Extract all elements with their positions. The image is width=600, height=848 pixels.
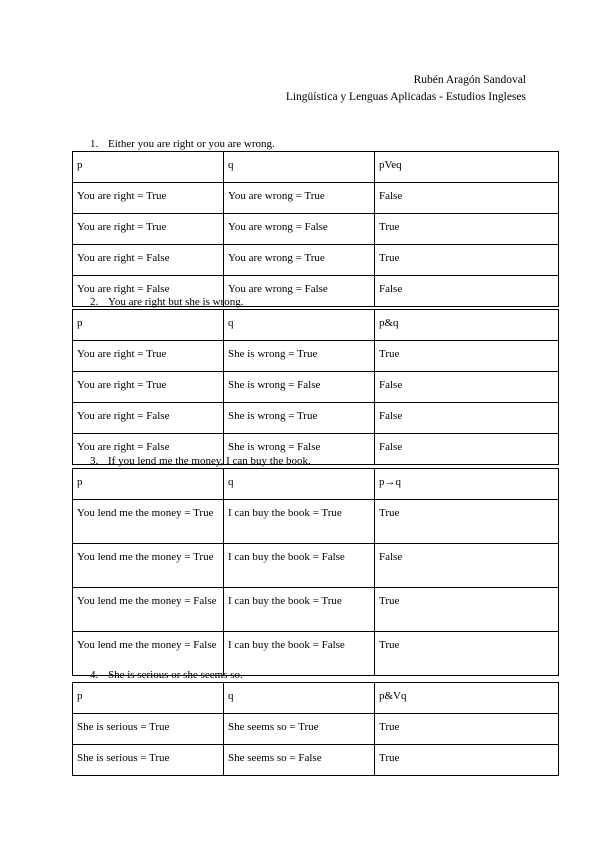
table-row [73,714,559,745]
table-cell: You are right = False [73,245,224,276]
document-header [286,72,526,106]
table-cell: You are right = True [73,214,224,245]
table-cell: You lend me the money = True [73,544,224,588]
table-cell: She is serious = True [73,745,224,776]
exercise-4 [72,668,558,776]
table-cell: I can buy the book = False [224,632,375,676]
exercise-title: Either you are right or you are wrong. [108,138,275,150]
table-row [73,245,559,276]
table-cell: True [375,714,559,745]
table-row [73,403,559,434]
table-cell: True [375,500,559,544]
table-cell: True [375,745,559,776]
exercise-number: 3. [90,455,99,467]
table-cell: You are wrong = True [224,245,375,276]
table-cell: False [375,434,559,465]
column-header-q: q [224,469,375,500]
exercise-number: 4. [90,669,99,681]
exercise-heading [90,454,558,468]
table-cell: You are right = True [73,372,224,403]
table-cell: She is wrong = True [224,403,375,434]
column-header-q: q [224,310,375,341]
table-row [73,544,559,588]
exercise-heading [90,295,558,309]
column-header-p: p [73,310,224,341]
table-row [73,745,559,776]
author-name: Rubén Aragón Sandoval [413,74,526,86]
column-header-result: p&Vq [375,683,559,714]
column-header-q: q [224,683,375,714]
exercise-2 [72,295,558,465]
column-header-result: p&q [375,310,559,341]
table-cell: She is wrong = False [224,372,375,403]
table-cell: True [375,214,559,245]
truth-table [72,682,559,776]
table-cell: False [375,372,559,403]
table-cell: You are right = True [73,341,224,372]
table-cell: False [375,544,559,588]
truth-table [72,309,559,465]
table-cell: She is wrong = False [224,434,375,465]
table-header-row [73,683,559,714]
table-cell: True [375,245,559,276]
exercise-3 [72,454,558,676]
exercise-heading [90,668,558,682]
column-header-q: q [224,152,375,183]
table-cell: I can buy the book = True [224,588,375,632]
table-cell: False [375,403,559,434]
table-cell: She is serious = True [73,714,224,745]
column-header-result: p→q [375,469,559,500]
table-cell: True [375,632,559,676]
table-cell: She is wrong = True [224,341,375,372]
table-row [73,183,559,214]
table-row [73,341,559,372]
column-header-p: p [73,152,224,183]
table-cell: She seems so = True [224,714,375,745]
table-row [73,500,559,544]
exercise-number: 2. [90,296,99,308]
exercise-title: If you lend me the money, I can buy the book. [108,455,311,467]
table-cell: False [375,276,559,307]
truth-table [72,151,559,307]
exercise-number: 1. [90,138,99,150]
table-header-row [73,469,559,500]
table-cell: She seems so = False [224,745,375,776]
table-cell: You are wrong = True [224,183,375,214]
exercise-1 [72,137,558,307]
table-cell: You are wrong = False [224,214,375,245]
table-row [73,588,559,632]
table-cell: I can buy the book = False [224,544,375,588]
table-cell: You are right = False [73,276,224,307]
column-header-result: pVeq [375,152,559,183]
exercise-title: She is serious or she seems so. [108,669,243,681]
exercise-heading [90,137,558,151]
table-cell: You are wrong = False [224,276,375,307]
table-cell: You lend me the money = False [73,588,224,632]
table-cell: You are right = False [73,403,224,434]
course-name: Lingüística y Lenguas Aplicadas - Estudios Ingleses [285,91,526,103]
table-row [73,372,559,403]
table-cell: True [375,588,559,632]
exercise-title: You are right but she is wrong. [108,296,244,308]
table-cell: You lend me the money = False [73,632,224,676]
table-row [73,214,559,245]
table-cell: I can buy the book = True [224,500,375,544]
table-cell: False [375,183,559,214]
column-header-p: p [73,469,224,500]
table-cell: You lend me the money = True [73,500,224,544]
table-header-row [73,310,559,341]
table-cell: You are right = False [73,434,224,465]
truth-table [72,468,559,676]
column-header-p: p [73,683,224,714]
table-header-row [73,152,559,183]
table-cell: You are right = True [73,183,224,214]
table-cell: True [375,341,559,372]
